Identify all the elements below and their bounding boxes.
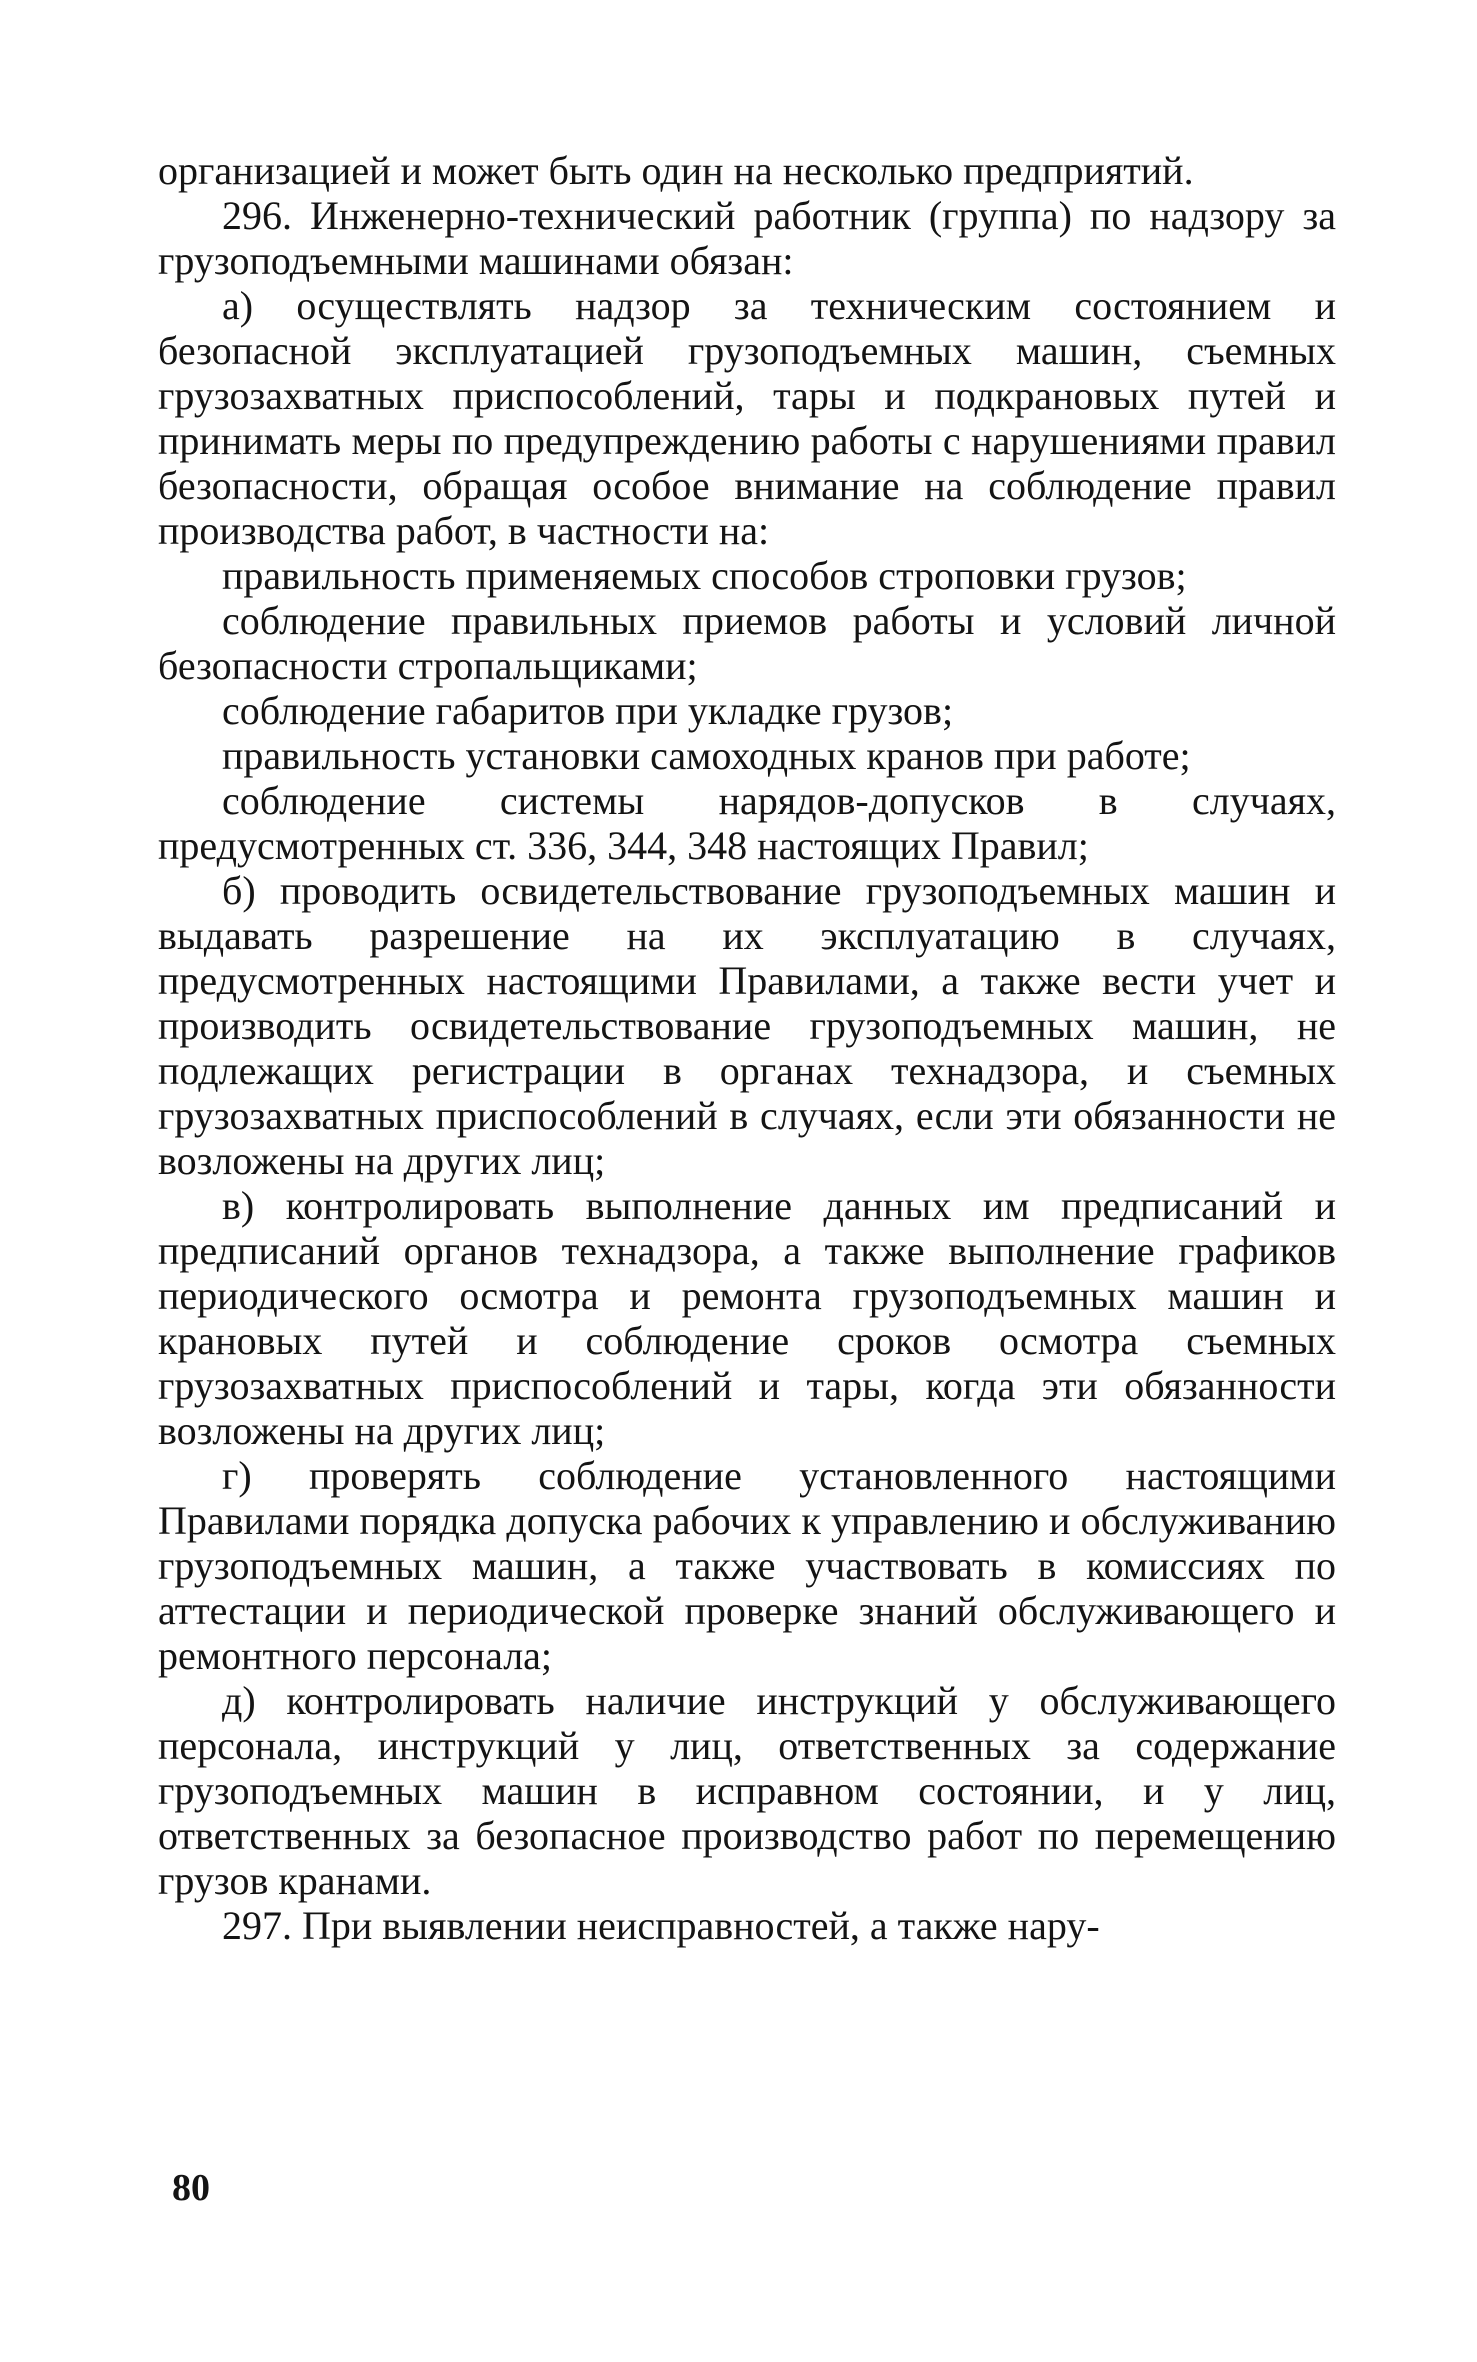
page-body [158, 148, 1336, 1948]
page-number: 80 [172, 2167, 210, 2209]
paragraph-item-d: д) контролировать наличие инструкций у обслуживающего персонала, инструкций у лиц, ответственных за содержание грузоподъемных машин в исправном состоянии, и у лиц, ответственных за безопасное производство работ по перемещению грузов кранами. [158, 1678, 1336, 1903]
paragraph-slinging-methods: правильность применяемых способов строповки грузов; [222, 553, 1187, 598]
paragraph-item-v: в) контролировать выполнение данных им предписаний и предписаний органов технадзора, а также выполнение графиков периодического осмотра и ремонта грузоподъемных машин и крановых путей и соблюдение сроков осмотра съемных грузозахватных приспособлений и тары, когда эти обязанности возложены на других лиц; [158, 1183, 1336, 1453]
paragraph-item-b: б) проводить освидетельствование грузоподъемных машин и выдавать разрешение на их эксплуатацию в случаях, предусмотренных настоящими Правилами, а также вести учет и производить освидетельствование грузоподъемных машин, не подлежащих регистрации в органах технадзора, и съемных грузозахватных приспособлений в случаях, если эти обязанности не возложены на других лиц; [158, 868, 1336, 1183]
paragraph-work-methods: соблюдение правильных приемов работы и условий личной безопасности стропальщиками; [158, 598, 1336, 688]
paragraph-item-a: а) осуществлять надзор за техническим состоянием и безопасной эксплуатацией грузоподъемных машин, съемных грузозахватных приспособлений, тары и подкрановых путей и принимать меры по предупреждению работы с нарушениями правил безопасности, обращая особое внимание на соблюдение правил производства работ, в частности на: [158, 283, 1336, 553]
paragraph-cargo-dimensions: соблюдение габаритов при укладке грузов; [222, 688, 954, 733]
paragraph-crane-installation: правильность установки самоходных кранов при работе; [222, 733, 1191, 778]
paragraph-297: 297. При выявлении неисправностей, а также нару- [222, 1903, 1100, 1948]
paragraph-item-g: г) проверять соблюдение установленного настоящими Правилами порядка допуска рабочих к управлению и обслуживанию грузоподъемных машин, а также участвовать в комиссиях по аттестации и периодической проверке знаний обслуживающего и ремонтного персонала; [158, 1453, 1336, 1678]
paragraph-continuation: организацией и может быть один на несколько предприятий. [158, 148, 1194, 193]
paragraph-296: 296. Инженерно-технический работник (группа) по надзору за грузоподъемными машинами обязан: [158, 193, 1336, 283]
paragraph-work-permits: соблюдение системы нарядов-допусков в случаях, предусмотренных ст. 336, 344, 348 настоящих Правил; [158, 778, 1336, 868]
